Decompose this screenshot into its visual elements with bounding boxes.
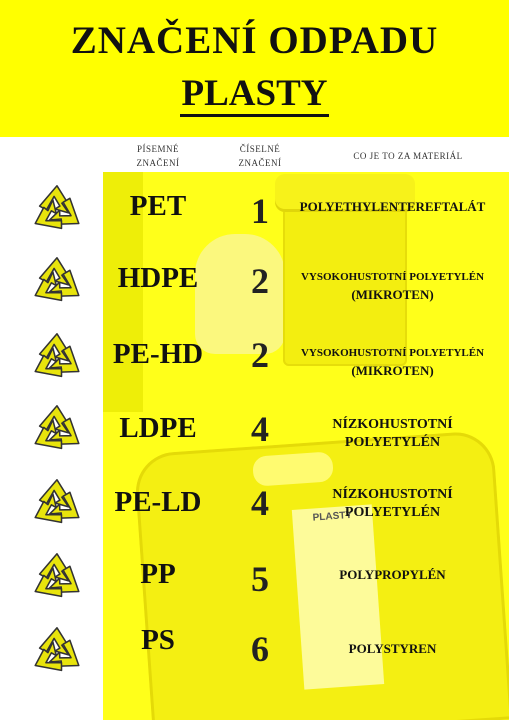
column-header-numeric-line2: ZNAČENÍ [238,158,282,168]
numeric-code: 6 [251,629,269,669]
column-header-material: CO JE TO ZA MATERIÁL [353,151,463,161]
page-title: ZNAČENÍ ODPADU [70,19,439,62]
recycle-icon [28,548,86,606]
numeric-code: 1 [251,191,269,231]
material-line2: POLYETYLÉN [344,505,441,520]
material-line1: NÍZKOHUSTOTNÍ [332,487,453,502]
material-name [280,486,505,522]
recycle-icon [28,622,86,680]
page-subtitle [0,72,509,115]
subtitle-text: PLASTY [180,73,330,117]
table-row [0,542,509,612]
table-row [0,614,509,684]
written-code: PE-HD [112,338,204,370]
material-line2: POLYETYLÉN [344,435,441,450]
column-header-numeric [222,142,298,170]
material-name [280,344,505,380]
written-code: PS [141,624,175,656]
material-line2: (MIKROTEN) [351,287,434,302]
numeric-code: 2 [251,335,269,375]
recycle-icon [28,252,86,310]
recycle-icon [28,328,86,386]
sticker-label: PLASTY [312,509,353,524]
material-name [280,566,505,584]
column-header-numeric-line1: ČÍSELNÉ [239,144,281,154]
material-line1: NÍZKOHUSTOTNÍ [332,417,453,432]
written-code: PE-LD [114,486,202,518]
written-code: LDPE [119,412,197,444]
material-line1: VYSOKOHUSTOTNÍ POLYETYLÉN [300,271,485,283]
material-line1: VYSOKOHUSTOTNÍ POLYETYLÉN [300,347,485,359]
material-name [280,416,505,452]
column-header-written-line2: ZNAČENÍ [136,158,180,168]
table-row [0,468,509,538]
numeric-code: 2 [251,261,269,301]
table-row [0,246,509,316]
material-line1: POLYETHYLENTEREFTALÁT [299,199,486,214]
numeric-code: 4 [251,409,269,449]
column-header-written-line1: PÍSEMNÉ [136,144,179,154]
recycle-icon [28,180,86,238]
material-name [280,268,505,304]
material-name [280,198,505,216]
numeric-code: 5 [251,559,269,599]
table-row [0,322,509,392]
written-code: HDPE [117,262,199,294]
material-line1: POLYPROPYLÉN [339,567,446,582]
recycle-icon [28,400,86,458]
table-row [0,394,509,464]
header-banner [0,0,509,137]
numeric-code: 4 [251,483,269,523]
column-header-written [118,142,198,170]
recycle-icon [28,474,86,532]
material-line1: POLYSTYREN [348,641,437,656]
written-code: PET [129,190,187,222]
written-code: PP [140,558,176,590]
table-row [0,174,509,244]
material-line2: (MIKROTEN) [351,363,434,378]
material-name [280,640,505,658]
